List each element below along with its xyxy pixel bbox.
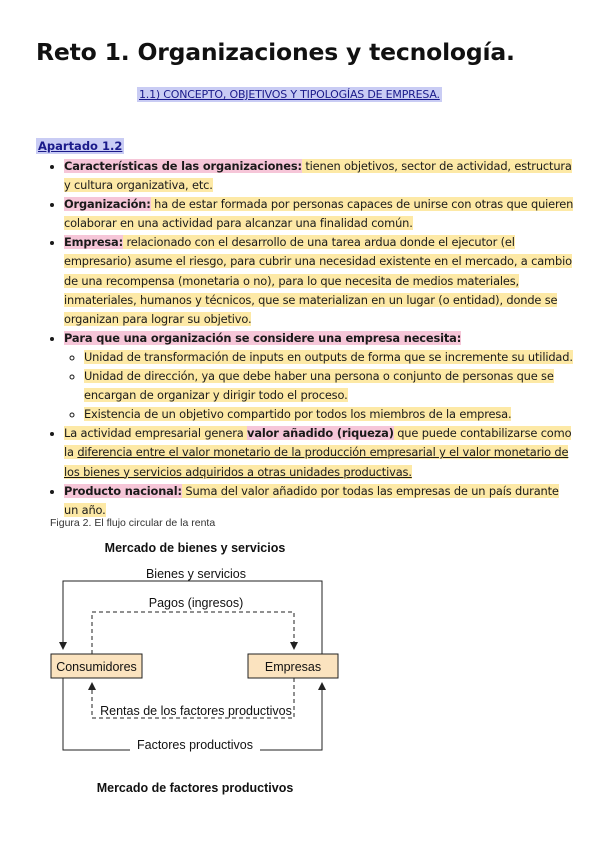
term-highlight: Para que una organización se considere una empresa necesita: [64,330,462,345]
goods-label: Bienes y servicios [145,567,247,581]
term-highlight: Producto nacional: [64,483,182,498]
item-text: que puede contabilizarse como la [64,426,572,460]
term-highlight: Empresa: [64,235,123,250]
payments-label: Pagos (ingresos) [148,596,244,610]
item-text: Suma del valor añadido por todas las empresas de un país durante un año. [64,483,559,517]
bottom-market-label: Mercado de factores productivos [96,781,294,795]
consumers-label: Consumidores [56,660,137,674]
item-text: ha de estar formada por personas capaces de unirse con otras que quieren colaborar en una actividad para alcanzar una finalidad común. [64,197,574,231]
rents-label: Rentas de los factores productivos [100,704,292,718]
term-highlight: Características de las organizaciones: [64,159,302,173]
item-text: La actividad empresarial genera [64,426,248,441]
section-subtitle: 1.1) CONCEPTO, OBJETIVOS Y TIPOLOGÍAS DE EMPRESA. [139,88,440,101]
underlined-text: diferencia entre el valor monetario de la producción empresarial y el valor monetario de los bienes y servicios adquiridos a otras unidades productivas. [64,445,569,479]
item-text: Unidad de dirección, ya que debe haber una persona o conjunto de personas que se encargan de organizar y dirigir todo el proceso. [84,369,554,403]
top-market-label: Mercado de bienes y servicios [104,541,286,555]
item-text: Unidad de transformación de inputs en outputs de forma que se incremente su utilidad. [84,349,573,364]
item-text: tienen objetivos, sector de actividad, estructura y cultura organizativa, etc. [64,159,572,193]
factors-label: Factores productivos [136,738,254,752]
figure-caption: Figura 2. El flujo circular de la renta [50,517,216,529]
item-text: Existencia de un objetivo compartido por todos los miembros de la empresa. [84,407,512,422]
item-text: relacionado con el desarrollo de una tarea ardua donde el ejecutor (el empresario) asume el riesgo, para cubrir una necesidad existente en el mercado, a cambio de una recompensa (monetaria o no), para lo que necesita de medios materiales, inmateriales, humanos y técnicos, que se materializan en un lugar (o entidad), donde se organizan para lograr su objetivo. [64,235,572,326]
payments-flow-arrow [92,612,294,654]
goods-flow-arrow [63,581,322,654]
firms-label: Empresas [264,660,322,674]
section-label: Apartado 1.2 [38,139,123,153]
page-title: Reto 1. Organizaciones y tecnología. [36,38,515,66]
term-highlight: valor añadido (riqueza) [247,426,394,441]
term-highlight: Organización: [64,197,151,212]
